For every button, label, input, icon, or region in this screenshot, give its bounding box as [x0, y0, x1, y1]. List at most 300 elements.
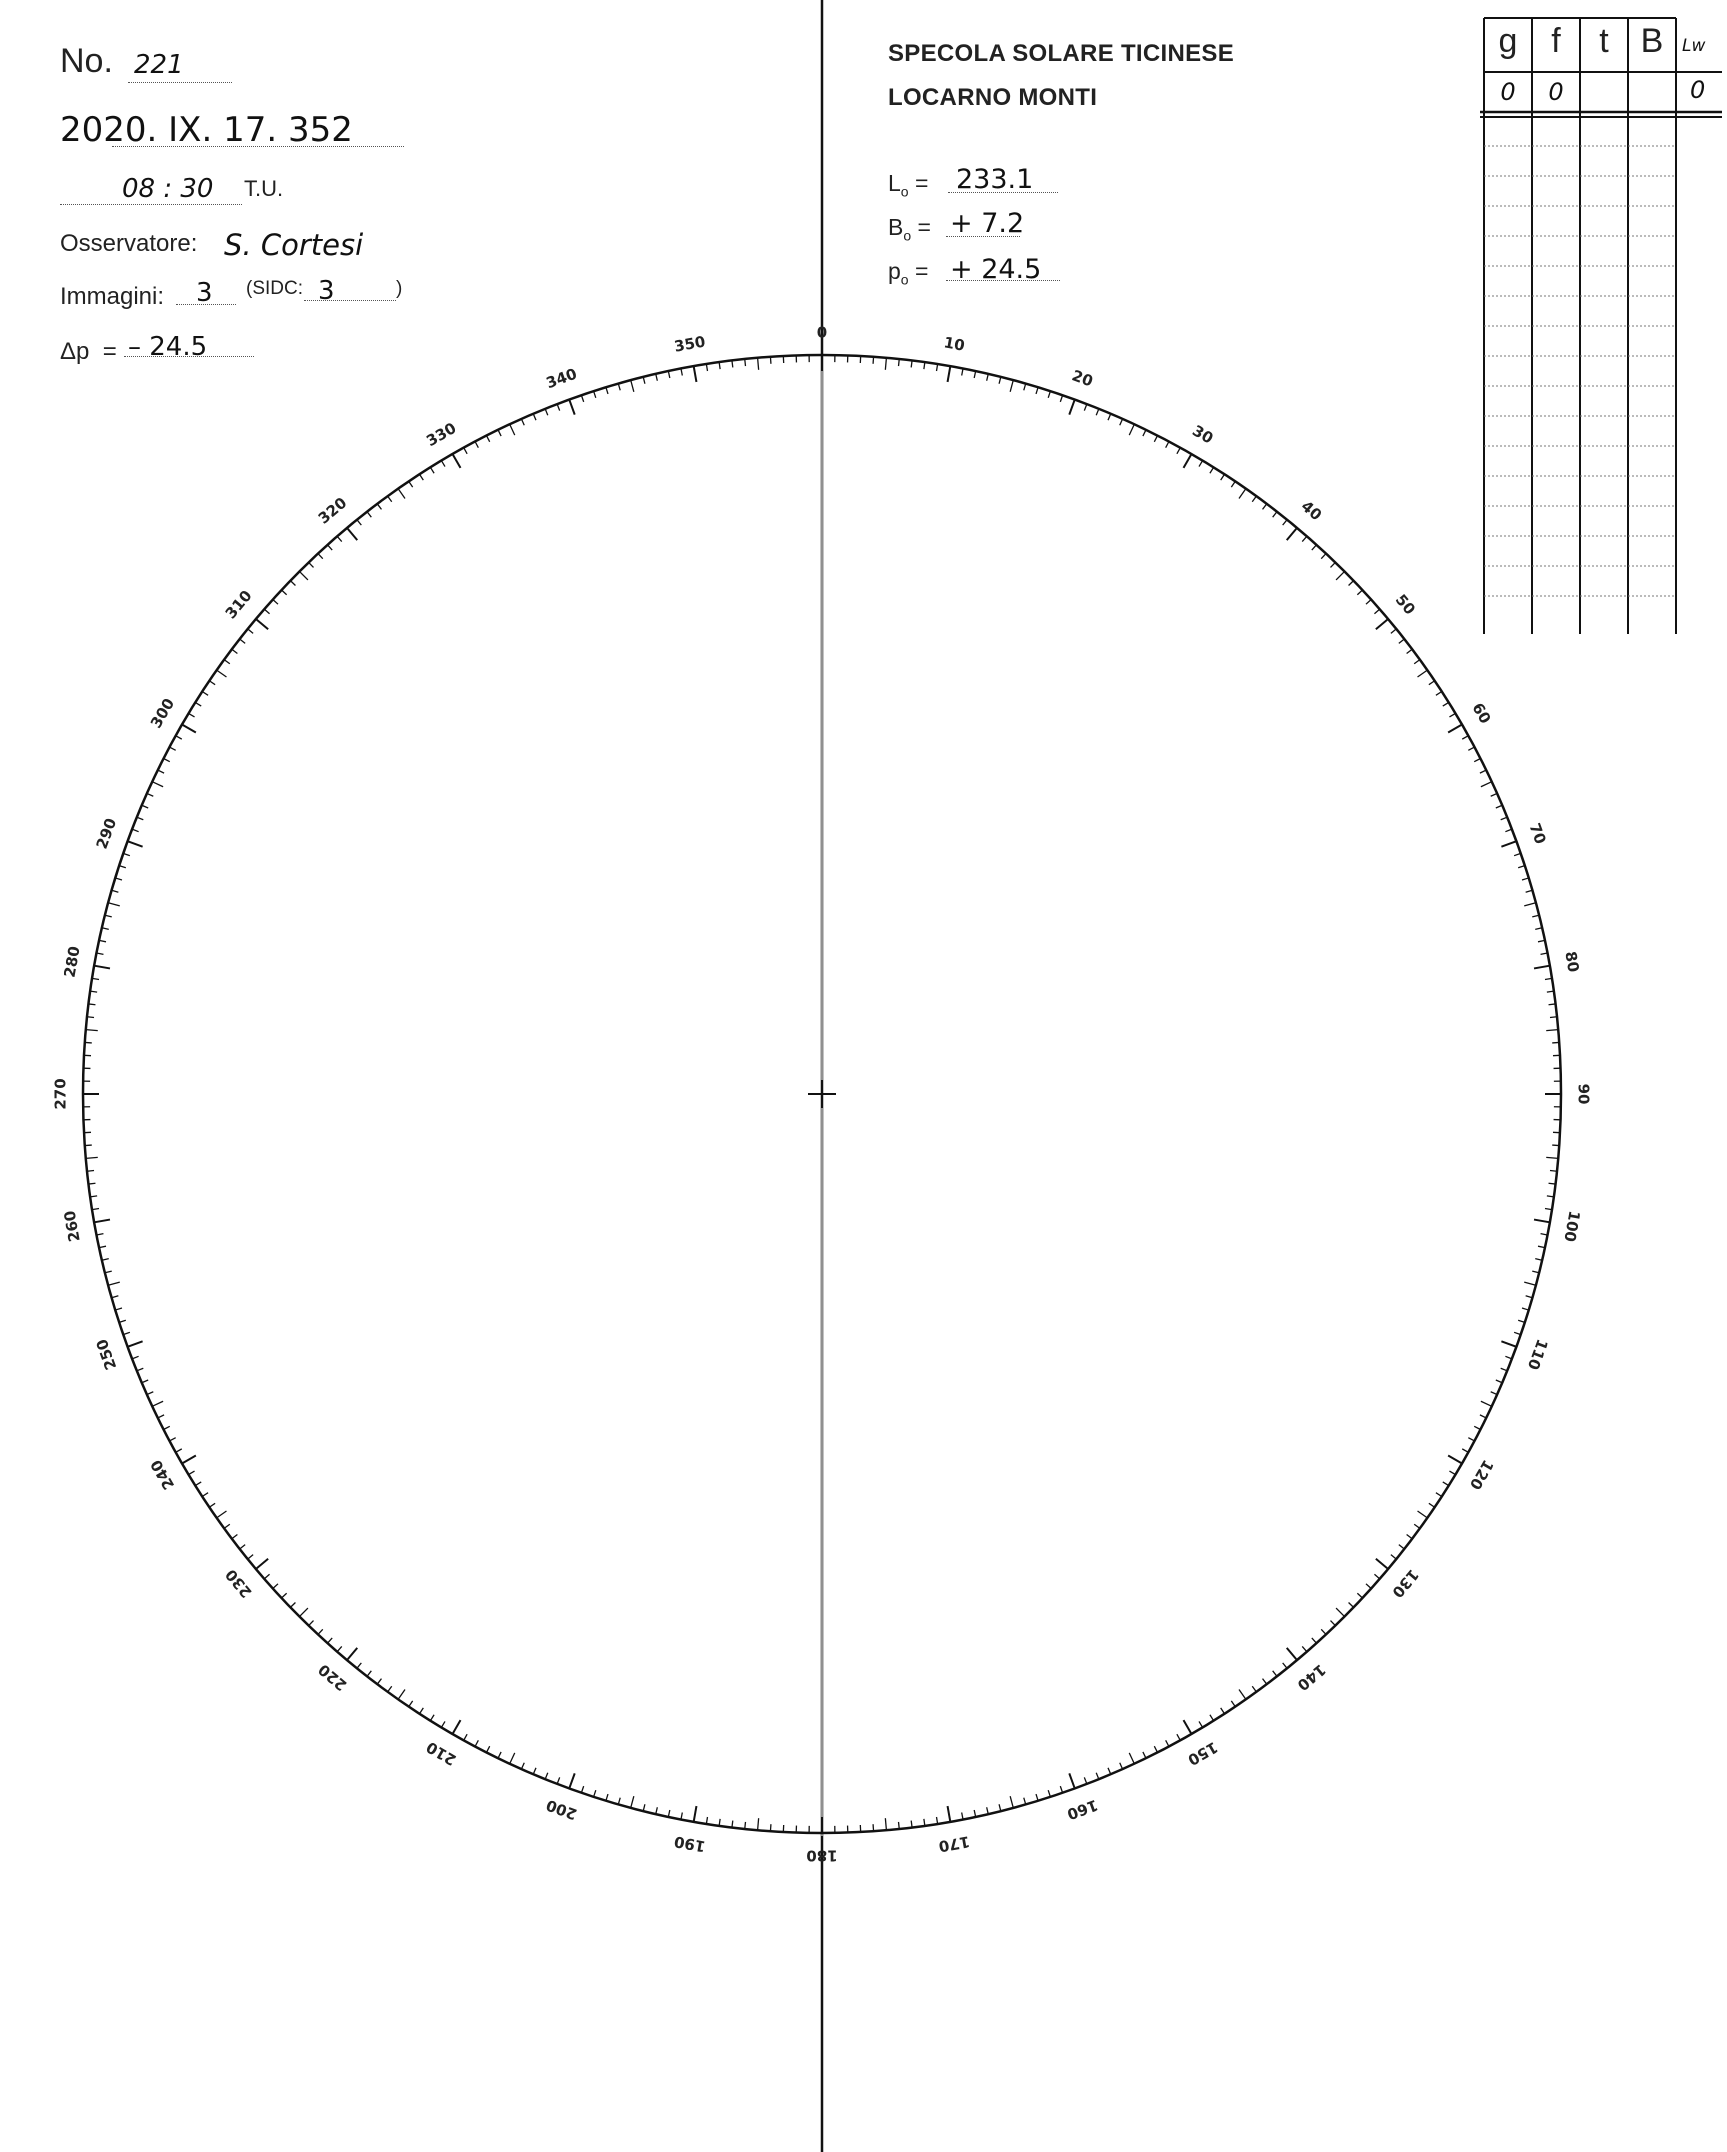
scale-tick: [1526, 1296, 1533, 1298]
scale-label: 60: [1468, 699, 1495, 727]
scale-tick: [1143, 430, 1146, 436]
scale-tick: [1252, 496, 1256, 502]
scale-tick: [123, 1332, 130, 1334]
scale-tick: [1060, 1786, 1062, 1793]
ephemeris-B0-label: [888, 214, 931, 244]
scale-tick: [510, 1753, 515, 1764]
scale-tick: [745, 359, 746, 366]
scale-tick: [1522, 878, 1529, 880]
scale-tick: [1538, 940, 1545, 941]
sidc-value: 3: [318, 276, 335, 306]
scale-tick: [1273, 1671, 1277, 1677]
scale-tick: [99, 940, 106, 941]
scale-tick: [1524, 903, 1536, 906]
ephemeris-L0-label: [888, 170, 928, 200]
institution-location: LOCARNO MONTI: [888, 84, 1098, 111]
scale-label: 80: [1561, 949, 1583, 974]
scale-tick: [1535, 1259, 1542, 1261]
scale-tick: [112, 890, 119, 892]
scale-tick: [1480, 770, 1486, 773]
scale-tick: [569, 1773, 574, 1788]
scale-tick: [668, 371, 669, 378]
scale-tick: [1108, 414, 1111, 420]
images-value: 3: [196, 278, 213, 308]
scale-label: 90: [1574, 1083, 1593, 1105]
scale-tick: [357, 520, 361, 525]
scale-tick: [1514, 1332, 1521, 1334]
scale-tick: [170, 1438, 176, 1441]
scale-tick: [987, 374, 989, 381]
scale-label: 330: [423, 418, 460, 451]
scale-tick: [347, 528, 357, 540]
scale-tick: [1239, 489, 1246, 499]
scale-tick: [487, 436, 490, 442]
scale-tick: [441, 1721, 445, 1727]
scale-tick: [1496, 805, 1502, 808]
scale-tick: [1436, 692, 1442, 696]
delta-p-dotline: [124, 356, 254, 357]
scale-tick: [142, 805, 148, 808]
scale-tick: [1418, 670, 1428, 677]
scale-tick: [87, 1171, 94, 1172]
scale-tick: [1221, 474, 1225, 480]
scale-tick: [282, 590, 287, 595]
scale-tick: [498, 430, 501, 436]
scale-tick: [89, 1004, 96, 1005]
scale-tick: [1546, 1157, 1558, 1158]
p0-equals: =: [914, 258, 929, 284]
scale-tick: [510, 424, 515, 435]
scale-tick: [112, 1296, 119, 1298]
scale-tick: [1549, 1183, 1556, 1184]
scale-tick: [357, 1663, 361, 1668]
table-value-lw: 0: [1690, 76, 1706, 104]
sidc-close: ): [396, 278, 403, 299]
scale-tick: [347, 1648, 357, 1660]
scale-tick: [1481, 1401, 1492, 1406]
scale-tick: [119, 866, 126, 868]
scale-tick: [232, 1535, 238, 1539]
scale-tick: [1184, 1720, 1192, 1734]
scale-tick: [1239, 1690, 1246, 1700]
scale-tick: [273, 600, 278, 605]
scale-tick: [1154, 1746, 1157, 1752]
scale-label: 200: [543, 1795, 580, 1824]
scale-tick: [1069, 1773, 1074, 1788]
observer-value: S. Cortesi: [224, 228, 364, 262]
scale-tick: [132, 1356, 139, 1359]
scale-tick: [94, 966, 110, 969]
B0-dotline: [946, 236, 1020, 237]
scale-tick: [464, 448, 467, 454]
scale-label: 220: [314, 1660, 351, 1695]
scale-tick: [158, 1415, 164, 1418]
scale-tick: [1143, 1752, 1146, 1758]
scale-tick: [147, 1392, 153, 1395]
scale-tick: [1448, 725, 1462, 733]
scale-tick: [164, 1426, 170, 1429]
scale-tick: [224, 1524, 230, 1528]
scale-tick: [1366, 1584, 1371, 1589]
scale-label: 240: [146, 1456, 179, 1493]
scale-tick: [1036, 1794, 1038, 1801]
scale-label: 40: [1297, 497, 1326, 525]
scale-tick: [1462, 1449, 1468, 1452]
scale-tick: [1468, 747, 1474, 750]
scale-tick: [1366, 600, 1371, 605]
scale-tick: [999, 1804, 1001, 1811]
scale-tick: [1449, 713, 1455, 717]
scale-tick: [409, 481, 413, 487]
scale-tick: [1549, 1004, 1556, 1005]
scale-tick: [318, 1629, 323, 1634]
scale-tick: [202, 692, 208, 696]
scale-tick: [606, 1794, 608, 1801]
scale-tick: [948, 1806, 951, 1822]
scale-tick: [631, 380, 634, 392]
table-header-B: B: [1640, 22, 1664, 60]
scale-tick: [256, 619, 268, 629]
scale-tick: [1391, 1555, 1396, 1559]
scale-tick: [137, 1368, 143, 1371]
scale-tick: [195, 702, 201, 706]
scale-tick: [594, 391, 596, 398]
scale-label: 170: [937, 1832, 972, 1856]
scale-tick: [248, 629, 253, 633]
scale-tick: [758, 358, 759, 370]
scale-tick: [202, 1493, 208, 1497]
scale-tick: [264, 609, 269, 614]
scale-tick: [176, 1449, 182, 1452]
scale-tick: [1501, 1341, 1516, 1346]
scale-tick: [1505, 829, 1512, 832]
scale-tick: [337, 1646, 342, 1651]
scale-tick: [1231, 1701, 1235, 1707]
images-label: Immagini:: [60, 283, 165, 310]
scale-tick: [128, 1341, 143, 1346]
scale-tick: [1273, 512, 1277, 518]
scale-tick: [1177, 448, 1180, 454]
scale-tick: [441, 461, 445, 467]
scale-label: 180: [806, 1846, 838, 1865]
scale-tick: [430, 467, 434, 473]
scale-tick: [745, 1822, 746, 1829]
scale-label: 280: [60, 944, 84, 979]
scale-tick: [217, 1511, 227, 1518]
scale-tick: [999, 377, 1001, 384]
observer-label: Osservatore:: [60, 230, 198, 257]
scale-tick: [367, 1671, 371, 1677]
scale-tick: [99, 1246, 106, 1247]
L0-equals: =: [914, 170, 929, 196]
scale-tick: [152, 782, 163, 787]
scale-label: 250: [92, 1336, 121, 1373]
scale-tick: [1532, 1271, 1539, 1273]
scale-tick: [1129, 424, 1134, 435]
scale-tick: [189, 713, 195, 717]
scale-tick: [1287, 528, 1297, 540]
scale-tick: [1418, 1511, 1428, 1518]
scale-tick: [911, 361, 912, 368]
scale-tick: [1330, 1621, 1335, 1626]
scale-tick: [299, 571, 307, 579]
scale-tick: [1532, 915, 1539, 917]
scale-tick: [290, 1602, 295, 1607]
scale-tick: [668, 1810, 669, 1817]
scale-tick: [195, 1482, 201, 1486]
scale-tick: [1184, 454, 1192, 468]
scale-tick: [318, 554, 323, 559]
scale-tick: [137, 817, 143, 820]
scale-tick: [1336, 1608, 1344, 1616]
scale-tick: [533, 1768, 536, 1774]
scale-tick: [1491, 793, 1497, 796]
scale-tick: [1443, 1482, 1449, 1486]
scale-label: 120: [1465, 1456, 1498, 1493]
table-header-t: t: [1599, 22, 1609, 60]
scale-tick: [1154, 436, 1157, 442]
scale-tick: [309, 562, 314, 567]
scale-tick: [475, 1740, 478, 1746]
scale-tick: [1084, 1777, 1087, 1784]
scale-tick: [209, 1503, 215, 1507]
scale-tick: [1263, 1679, 1267, 1685]
scale-tick: [885, 358, 886, 370]
scale-tick: [694, 1806, 697, 1822]
scale-tick: [256, 1559, 268, 1569]
scale-tick: [232, 649, 238, 653]
scale-label: 150: [1184, 1737, 1221, 1770]
scale-tick: [974, 371, 975, 378]
scale-tick: [1048, 391, 1050, 398]
scale-tick: [1210, 1715, 1214, 1721]
scale-tick: [453, 454, 461, 468]
scale-tick: [948, 366, 951, 382]
scale-label: 30: [1189, 421, 1217, 448]
scale-label: 270: [51, 1078, 70, 1110]
delta-p-value: – 24.5: [128, 332, 208, 362]
table-header-g: g: [1498, 22, 1518, 60]
scale-tick: [1252, 1686, 1256, 1692]
date-value: 2020. IX. 17. 352: [60, 110, 353, 150]
scale-tick: [388, 1686, 392, 1692]
scale-label: 230: [221, 1565, 256, 1602]
images-dotline: [176, 304, 236, 305]
scale-tick: [1524, 1282, 1536, 1285]
scale-tick: [240, 639, 246, 643]
scale-tick: [498, 1752, 501, 1758]
scale-tick: [453, 1720, 461, 1734]
ephemeris-B0-value: + 7.2: [950, 208, 1025, 239]
scale-tick: [108, 1282, 120, 1285]
scale-label: 50: [1391, 590, 1419, 619]
scale-tick: [557, 404, 560, 411]
time-dotline: [60, 204, 242, 205]
scale-tick: [132, 829, 139, 832]
scale-label: 190: [672, 1832, 707, 1856]
scale-tick: [1199, 461, 1203, 467]
L0-subscript: o: [900, 183, 909, 200]
scale-tick: [545, 409, 548, 415]
scale-tick: [1526, 890, 1533, 892]
scale-tick: [974, 1810, 975, 1817]
scale-tick: [337, 536, 342, 541]
delta-p-label: Δp =: [60, 338, 117, 365]
scale-tick: [1522, 1308, 1529, 1310]
scale-label: 20: [1069, 366, 1096, 391]
scale-tick: [557, 1777, 560, 1784]
scale-tick: [1312, 1638, 1317, 1643]
p0-dotline: [946, 280, 1060, 281]
scale-tick: [398, 1690, 405, 1700]
scale-tick: [309, 1621, 314, 1626]
scale-tick: [581, 395, 583, 402]
table-value-f: 0: [1548, 78, 1564, 106]
scale-tick: [123, 853, 130, 855]
table-value-g: 0: [1500, 78, 1516, 106]
scale-tick: [732, 361, 733, 368]
scale-label: 140: [1293, 1660, 1330, 1695]
p0-subscript: o: [900, 271, 909, 288]
scale-tick: [1518, 1320, 1525, 1322]
scale-tick: [1336, 571, 1344, 579]
scale-tick: [899, 1822, 900, 1829]
scale-tick: [1407, 649, 1413, 653]
scale-tick: [1166, 1740, 1169, 1746]
scale-tick: [240, 1545, 246, 1549]
scale-tick: [694, 366, 697, 382]
scale-tick: [1491, 1392, 1497, 1395]
scale-tick: [521, 419, 524, 425]
scale-tick: [1429, 1503, 1435, 1507]
scale-tick: [1534, 966, 1550, 969]
ephemeris-p0-value: + 24.5: [950, 254, 1042, 285]
scale-tick: [656, 374, 658, 381]
scale-tick: [1283, 1663, 1287, 1668]
scale-tick: [1462, 736, 1468, 739]
scale-tick: [1263, 504, 1267, 510]
scale-tick: [1177, 1734, 1180, 1740]
scale-tick: [189, 1471, 195, 1475]
scale-tick: [569, 400, 574, 415]
scale-tick: [1024, 384, 1026, 391]
scale-label: 70: [1525, 820, 1550, 847]
scale-tick: [273, 1584, 278, 1589]
scale-tick: [1535, 928, 1542, 930]
scale-tick: [290, 581, 295, 586]
scale-tick: [388, 496, 392, 502]
scale-tick: [1399, 1545, 1405, 1549]
ephemeris-L0-value: 233.1: [956, 164, 1034, 195]
scale-tick: [1302, 1646, 1307, 1651]
scale-tick: [475, 442, 478, 448]
scale-tick: [1414, 1524, 1420, 1528]
scale-tick: [1496, 1380, 1502, 1383]
time-value: 08 : 30: [122, 174, 214, 204]
scale-tick: [732, 1821, 733, 1828]
scale-label: 100: [1560, 1209, 1584, 1244]
scale-tick: [1010, 1796, 1013, 1808]
scale-label: 130: [1388, 1565, 1423, 1602]
scale-tick: [102, 1259, 109, 1261]
scale-tick: [115, 878, 122, 880]
scale-tick: [1550, 1171, 1557, 1172]
scale-tick: [1474, 1426, 1480, 1429]
scale-label: 10: [942, 333, 967, 355]
scale-tick: [1321, 1629, 1326, 1634]
scale-tick: [94, 1220, 110, 1223]
scale-tick: [533, 414, 536, 420]
scale-tick: [409, 1701, 413, 1707]
scale-tick: [1287, 1648, 1297, 1660]
scale-tick: [1321, 554, 1326, 559]
scale-tick: [377, 504, 381, 510]
scale-tick: [1481, 782, 1492, 787]
scale-tick: [487, 1746, 490, 1752]
scale-tick: [1120, 1763, 1123, 1769]
scale-tick: [1374, 609, 1379, 614]
scale-label: 0: [816, 323, 828, 342]
scale-tick: [299, 1608, 307, 1616]
scale-tick: [264, 1574, 269, 1579]
scale-tick: [1024, 1798, 1026, 1805]
scale-tick: [464, 1734, 467, 1740]
L0-dotline: [948, 192, 1058, 193]
scale-tick: [1501, 817, 1507, 820]
scale-tick: [581, 1786, 583, 1793]
scale-tick: [1069, 400, 1074, 415]
scale-tick: [1376, 1559, 1388, 1569]
scale-tick: [170, 747, 176, 750]
scale-label: 160: [1064, 1795, 1101, 1824]
scale-tick: [128, 841, 143, 846]
scale-tick: [87, 1017, 94, 1018]
scale-tick: [105, 1271, 112, 1273]
scale-tick: [1399, 639, 1405, 643]
scale-tick: [899, 359, 900, 366]
scale-tick: [885, 1818, 886, 1830]
scale-tick: [1048, 1790, 1050, 1797]
scale-tick: [1349, 581, 1354, 586]
sidc-dotline: [304, 300, 396, 301]
scale-tick: [217, 670, 227, 677]
scale-tick: [606, 387, 608, 394]
institution-name: SPECOLA SOLARE TICINESE: [888, 40, 1235, 67]
scale-tick: [1108, 1768, 1111, 1774]
scale-tick: [656, 1807, 658, 1814]
scale-tick: [1096, 409, 1099, 415]
scale-tick: [158, 770, 164, 773]
scale-tick: [1443, 702, 1449, 706]
scale-tick: [248, 1555, 253, 1559]
scale-tick: [119, 1320, 126, 1322]
scale-tick: [430, 1715, 434, 1721]
scale-tick: [545, 1773, 548, 1779]
scale-tick: [86, 1157, 98, 1158]
ephemeris-p0-label: [888, 258, 928, 288]
scale-tick: [152, 1401, 163, 1406]
scale-tick: [1357, 590, 1362, 595]
scale-label: 320: [314, 493, 351, 528]
scale-tick: [1429, 681, 1435, 685]
scale-tick: [224, 660, 230, 664]
scale-tick: [1505, 1356, 1512, 1359]
scale-tick: [911, 1821, 912, 1828]
B0-equals: =: [917, 214, 931, 240]
scale-label: 300: [146, 695, 179, 732]
scale-tick: [1199, 1721, 1203, 1727]
scale-tick: [1283, 520, 1287, 525]
